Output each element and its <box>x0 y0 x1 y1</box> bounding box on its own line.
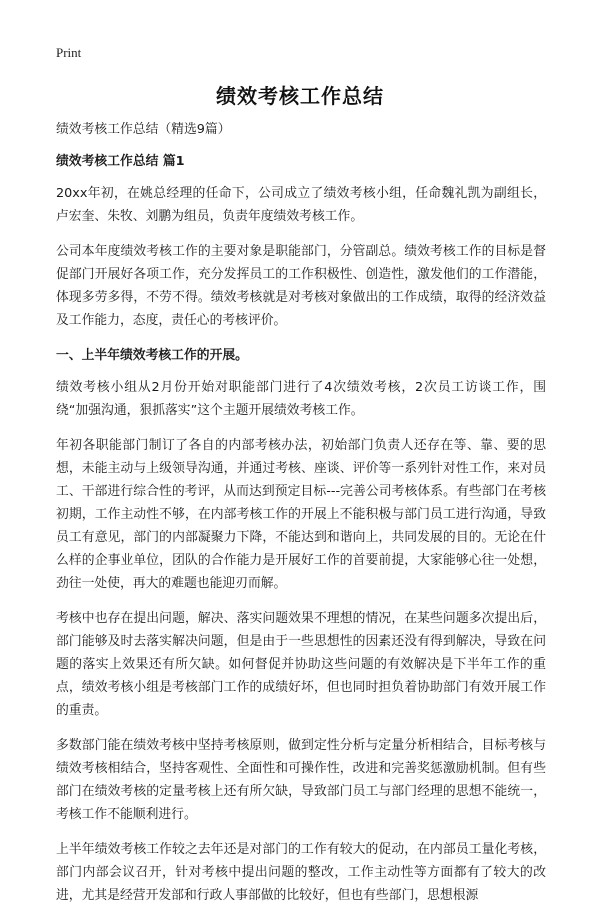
document-subtitle: 绩效考核工作总结（精选9篇） <box>56 122 231 137</box>
subheading: 一、上半年绩效考核工作的开展。 <box>56 348 248 363</box>
print-label[interactable]: Print <box>56 45 82 60</box>
paragraph-5: 考核中也存在提出问题，解决、落实问题效果不理想的情况，在某些问题多次提出后，部门能够及时去落实解决问题，但是由于一些思想性的因素还没有得到解决，导致在问题的落实上效果还有所欠缺。如何督促并协助这些问题的有效解决是下半年工作的重点，绩效考核小组是考核部门工作的成绩好坏，但也同时担负着协助部门有效开展工作的重责。 <box>56 611 546 718</box>
paragraph-3: 绩效考核小组从2月份开始对职能部门进行了4次绩效考核，2次员工访谈工作，围绕“加强沟通，狠抓落实”这个主题开展绩效考核工作。 <box>56 380 546 418</box>
document-title: 绩效考核工作总结 <box>216 84 384 108</box>
document-body <box>56 118 546 919</box>
paragraph-4: 年初各职能部门制订了各自的内部考核办法，初始部门负责人还存在等、靠、要的思想，未能主动与上级领导沟通，并通过考核、座谈、评价等一系列针对性工作，来对员工、干部进行综合性的考评，从而达到预定目标---完善公司考核体系。有些部门在考核初期，工作主动性不够，在内部考核工作的开展上不能积极与部门员工进行沟通，导致员工有意见，部门的内部凝聚力下降，不能达到和谐向上，共同发展的目的。无论在什么样的企事业单位，团队的合作能力是开展好工作的首要前提，大家能够心往一处想，劲往一处使，再大的难题也能迎刃而解。 <box>56 438 546 591</box>
section-heading: 绩效考核工作总结 篇1 <box>56 154 185 169</box>
paragraph-7: 上半年绩效考核工作较之去年还是对部门的工作有较大的促动，在内部员工量化考核，部门内部会议召开，针对考核中提出问题的整改，工作主动性等方面都有了较大的改进，尤其是经营开发部和行政人事部做的比较好，但也有些部门，思想根源 <box>56 842 546 903</box>
paragraph-1: 20xx年初，在姚总经理的任命下，公司成立了绩效考核小组，任命魏礼凯为副组长，卢宏奎、朱牧、刘鹏为组员，负责年度绩效考核工作。 <box>56 186 546 224</box>
paragraph-2: 公司本年度绩效考核工作的主要对象是职能部门，分管副总。绩效考核工作的目标是督促部门开展好各项工作，充分发挥员工的工作积极性、创造性，激发他们的工作潜能，体现多劳多得，不劳不得。绩效考核就是对考核对象做出的工作成绩，取得的经济效益及工作能力，态度，责任心的考核评价。 <box>56 244 546 328</box>
paragraph-6: 多数部门能在绩效考核中坚持考核原则，做到定性分析与定量分析相结合，目标考核与绩效考核相结合，坚持客观性、全面性和可操作性，改进和完善奖惩激励机制。但有些部门在绩效考核的定量考核上还有所欠缺，导致部门员工与部门经理的思想不能统一，考核工作不能顺利进行。 <box>56 738 546 822</box>
